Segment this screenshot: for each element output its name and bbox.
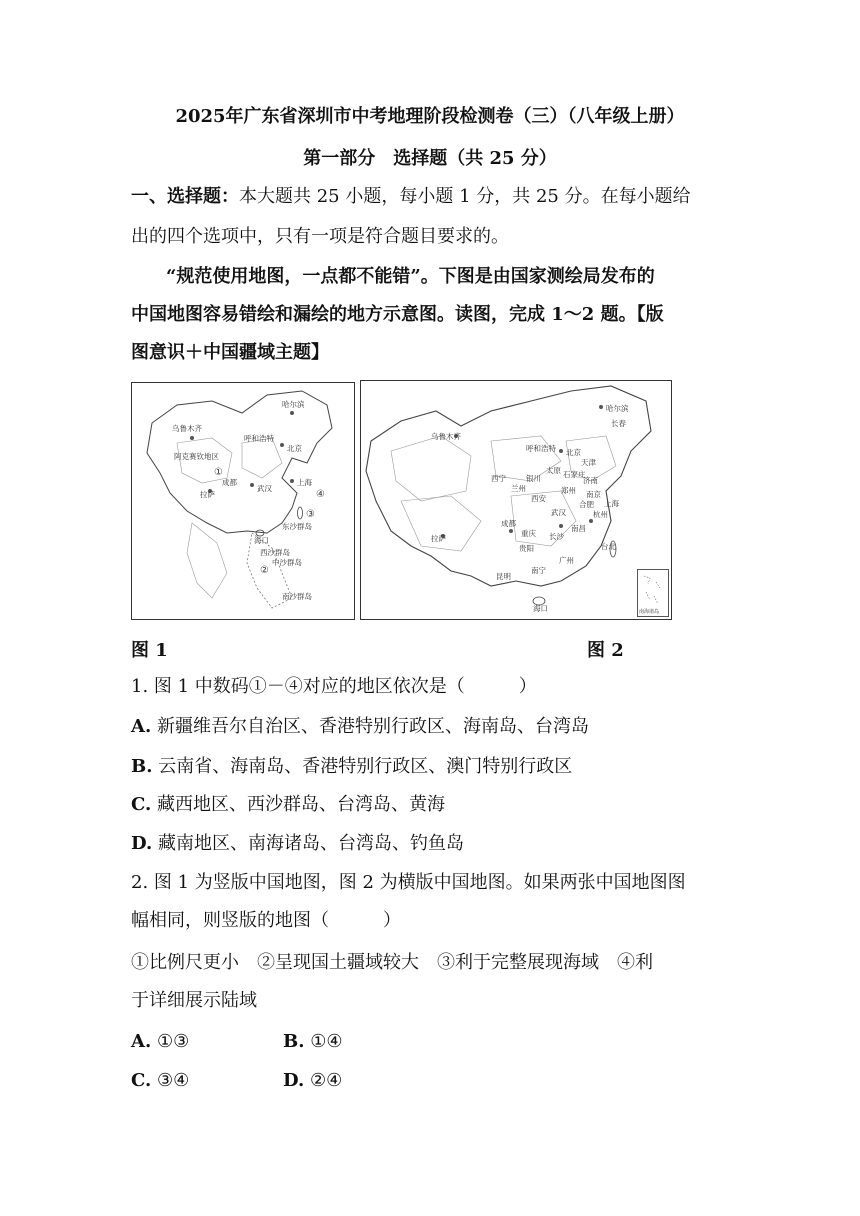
fig2-place-label: 济南 bbox=[583, 476, 598, 485]
question-2-statements-1: ①比例尺更小 ②呈现国土疆域较大 ③利于完整展现海域 ④利 bbox=[131, 952, 653, 973]
fig2-place-label: 重庆 bbox=[521, 529, 536, 538]
fig2-place-label: 乌鲁木齐 bbox=[431, 432, 461, 441]
fig2-place-label: 广州 bbox=[559, 556, 574, 565]
question-2-option-b: B. ①④ bbox=[283, 1031, 343, 1052]
fig2-place-label: 银川 bbox=[526, 474, 541, 483]
fig2-place-label: 成都 bbox=[501, 519, 516, 528]
fig2-place-label: 南昌 bbox=[571, 524, 586, 533]
fig2-place-label: 西宁 bbox=[491, 474, 506, 483]
question-2-option-c: C. ③④ bbox=[131, 1070, 190, 1091]
fig2-place-label: 武汉 bbox=[551, 508, 566, 517]
fig2-place-label: 长沙 bbox=[549, 532, 564, 541]
section-intro-text-1: 本大题共 25 小题，每小题 1 分，共 25 分。在每小题给 bbox=[239, 186, 691, 207]
question-1-option-b: B. 云南省、海南岛、香港特别行政区、澳门特别行政区 bbox=[131, 756, 573, 777]
fig1-place-label: 中沙群岛 bbox=[272, 558, 302, 567]
fig2-place-label: 合肥 bbox=[579, 500, 594, 509]
fig1-place-label: 西沙群岛 bbox=[260, 548, 290, 557]
figure-1-label: 图 1 bbox=[131, 640, 168, 661]
figure-2-map-svg bbox=[361, 381, 671, 619]
fig1-place-label: 拉萨 bbox=[200, 490, 215, 499]
fig2-place-label: 兰州 bbox=[511, 484, 526, 493]
figure-1-map-svg bbox=[132, 383, 354, 619]
fig2-place-label: 郑州 bbox=[561, 486, 576, 495]
question-2-option-a: A. ①③ bbox=[131, 1031, 190, 1052]
section-heading: 一、选择题： bbox=[131, 186, 239, 207]
fig1-place-label: 北京 bbox=[287, 444, 302, 453]
fig1-number-label: ③ bbox=[306, 509, 315, 520]
question-2-option-d: D. ②④ bbox=[283, 1070, 343, 1091]
inset-label: 南海诸岛 bbox=[639, 609, 660, 615]
passage-line-3: 图意识＋中国疆域主题】 bbox=[131, 342, 329, 363]
fig2-place-label: 上海 bbox=[604, 499, 619, 508]
figure-1-map bbox=[131, 382, 355, 620]
fig1-number-label: ① bbox=[214, 467, 223, 478]
fig1-place-label: 上海 bbox=[297, 478, 312, 487]
fig2-place-label: 太原 bbox=[546, 466, 561, 475]
fig2-place-label: 海口 bbox=[533, 604, 548, 613]
question-1-option-a: A. 新疆维吾尔自治区、香港特别行政区、海南岛、台湾岛 bbox=[131, 716, 589, 737]
fig2-place-label: 南京 bbox=[586, 490, 601, 499]
fig1-place-label: 海口 bbox=[254, 536, 269, 545]
fig2-place-label: 拉萨 bbox=[431, 534, 446, 543]
south-china-sea-inset bbox=[637, 569, 669, 617]
section-subtitle: 第一部分 选择题（共 25 分） bbox=[303, 148, 557, 169]
fig1-number-label: ④ bbox=[316, 489, 325, 500]
passage-line-2: 中国地图容易错绘和漏绘的地方示意图。读图，完成 1～2 题。【版 bbox=[131, 304, 664, 325]
question-1-option-c: C. 藏西地区、西沙群岛、台湾岛、黄海 bbox=[131, 794, 446, 815]
figure-2-map bbox=[360, 380, 672, 620]
fig1-place-label: 哈尔滨 bbox=[282, 400, 305, 409]
fig1-place-label: 成都 bbox=[222, 478, 237, 487]
question-2-stem-1: 2. 图 1 为竖版中国地图，图 2 为横版中国地图。如果两张中国地图图 bbox=[131, 872, 686, 893]
fig2-place-label: 石家庄 bbox=[563, 470, 586, 479]
question-1-stem: 1. 图 1 中数码①－④对应的地区依次是（ ） bbox=[131, 676, 537, 697]
fig2-place-label: 杭州 bbox=[593, 510, 608, 519]
fig1-place-label: 武汉 bbox=[257, 484, 272, 493]
question-1-option-d: D. 藏南地区、南海诸岛、台湾岛、钓鱼岛 bbox=[131, 833, 464, 854]
fig1-place-label: 阿克赛钦地区 bbox=[174, 452, 219, 461]
fig2-place-label: 哈尔滨 bbox=[606, 404, 629, 413]
question-2-statements-2: 于详细展示陆域 bbox=[131, 990, 257, 1011]
fig2-place-label: 南宁 bbox=[531, 566, 546, 575]
section-intro-text-2: 出的四个选项中，只有一项是符合题目要求的。 bbox=[131, 226, 509, 247]
fig2-place-label: 西安 bbox=[531, 494, 546, 503]
fig1-place-label: 呼和浩特 bbox=[244, 434, 274, 443]
fig1-place-label: 乌鲁木齐 bbox=[172, 424, 202, 433]
fig2-place-label: 贵阳 bbox=[519, 544, 534, 553]
fig1-place-label: 东沙群岛 bbox=[282, 522, 312, 531]
fig1-place-label: 南沙群岛 bbox=[282, 592, 312, 601]
fig2-place-label: 长春 bbox=[611, 419, 626, 428]
fig2-place-label: 呼和浩特 bbox=[526, 444, 556, 453]
fig2-place-label: 台北 bbox=[601, 542, 616, 551]
question-2-stem-2: 幅相同，则竖版的地图（ ） bbox=[131, 910, 401, 931]
passage-line-1: “规范使用地图，一点都不能错”。下图是由国家测绘局发布的 bbox=[166, 266, 655, 287]
figure-2-label: 图 2 bbox=[587, 640, 624, 661]
fig2-place-label: 天津 bbox=[581, 458, 596, 467]
page-title: 2025年广东省深圳市中考地理阶段检测卷（三）（八年级上册） bbox=[175, 106, 685, 127]
fig2-place-label: 北京 bbox=[566, 448, 581, 457]
fig2-place-label: 昆明 bbox=[496, 572, 511, 581]
fig1-number-label: ② bbox=[260, 565, 269, 576]
section-intro bbox=[131, 184, 691, 210]
